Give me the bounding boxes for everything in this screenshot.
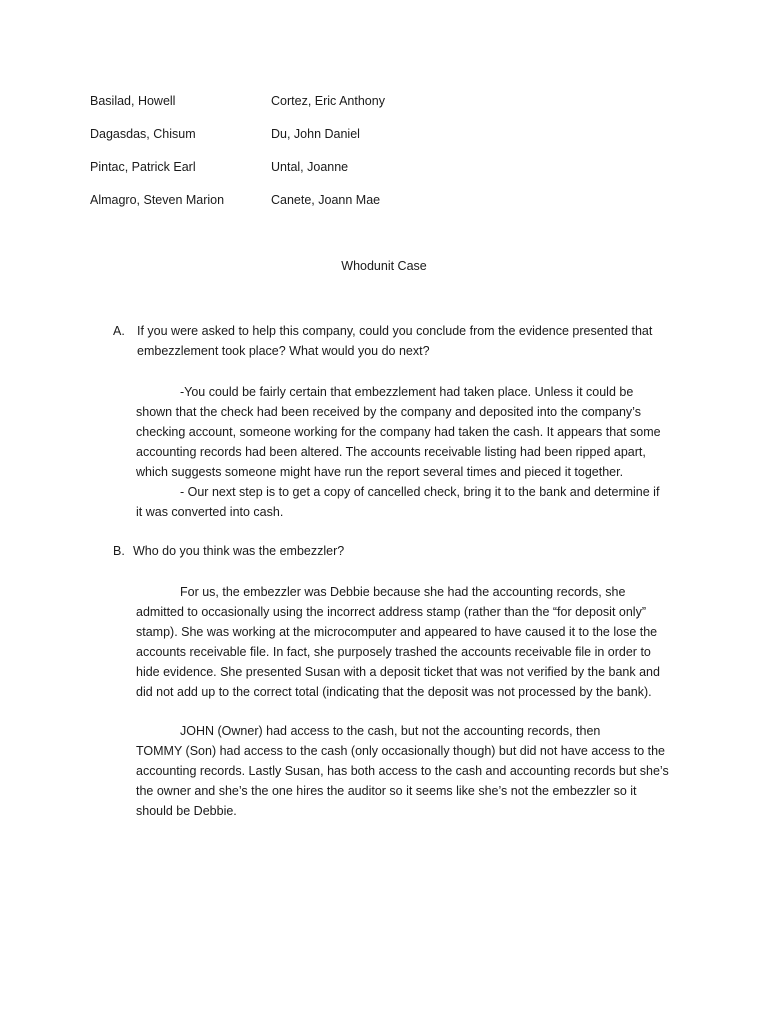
text-line: hide evidence. She presented Susan with a deposit ticket that was not verified by the bank and bbox=[136, 665, 660, 679]
member-name: Basilad, Howell bbox=[90, 94, 176, 108]
text-line: the owner and she’s the one hires the auditor so it seems like she’s not the embezzler so it bbox=[136, 784, 637, 798]
member-name: Untal, Joanne bbox=[271, 160, 349, 174]
text-line: stamp). She was working at the microcomputer and appeared to have caused it to the lose the bbox=[136, 625, 658, 639]
member-name: Dagasdas, Chisum bbox=[90, 127, 196, 141]
text-line: accounting records had been altered. The accounts receivable listing had been ripped apart, bbox=[136, 445, 646, 459]
question-text bbox=[137, 321, 673, 361]
answer-b-paragraph-1 bbox=[136, 582, 671, 702]
member-row bbox=[90, 191, 510, 224]
text-line: admitted to occasionally using the incorrect address stamp (rather than the “for deposit only” bbox=[136, 605, 646, 619]
text-line: For us, the embezzler was Debbie because she had the accounting records, she bbox=[180, 585, 626, 599]
member-name: Canete, Joann Mae bbox=[271, 193, 381, 207]
text-line: should be Debbie. bbox=[136, 804, 237, 818]
text-line: If you were asked to help this company, could you conclude from the evidence presented that bbox=[137, 324, 653, 338]
text-line: embezzlement took place? What would you do next? bbox=[137, 344, 430, 358]
text-line: did not add up to the correct total (indicating that the deposit was not processed by the bank). bbox=[136, 685, 652, 699]
member-row bbox=[90, 158, 510, 191]
member-row bbox=[90, 92, 510, 125]
question-text: Who do you think was the embezzler? bbox=[133, 544, 345, 558]
text-line: TOMMY (Son) had access to the cash (only occasionally though) but did not have access to the bbox=[136, 744, 665, 758]
text-line: it was converted into cash. bbox=[136, 505, 284, 519]
text-line: accounts receivable file. In fact, she purposely trashed the accounts receivable file in order to bbox=[136, 645, 651, 659]
member-row bbox=[90, 125, 510, 158]
question-a bbox=[113, 321, 673, 361]
member-name: Pintac, Patrick Earl bbox=[90, 160, 196, 174]
answer-b-paragraph-2 bbox=[136, 721, 671, 821]
question-letter: B. bbox=[113, 544, 125, 558]
group-member-list bbox=[90, 92, 510, 224]
text-line: which suggests someone might have run the report several times and pieced it together. bbox=[136, 465, 624, 479]
answer-a bbox=[136, 382, 671, 522]
text-line: accounting records. Lastly Susan, has both access to the cash and accounting records but she’s bbox=[136, 764, 669, 778]
member-name: Almagro, Steven Marion bbox=[90, 193, 225, 207]
text-line: JOHN (Owner) had access to the cash, but not the accounting records, then bbox=[180, 724, 601, 738]
member-name: Du, John Daniel bbox=[271, 127, 360, 141]
question-letter: A. bbox=[113, 324, 125, 338]
text-line: - Our next step is to get a copy of cancelled check, bring it to the bank and determine if bbox=[180, 485, 660, 499]
document-title: Whodunit Case bbox=[341, 259, 427, 273]
question-b bbox=[113, 541, 673, 561]
text-line: checking account, someone working for the company had taken the cash. It appears that some bbox=[136, 425, 661, 439]
text-line: -You could be fairly certain that embezzlement had taken place. Unless it could be bbox=[180, 385, 634, 399]
text-line: shown that the check had been received by the company and deposited into the company’s bbox=[136, 405, 641, 419]
member-name: Cortez, Eric Anthony bbox=[271, 94, 385, 108]
